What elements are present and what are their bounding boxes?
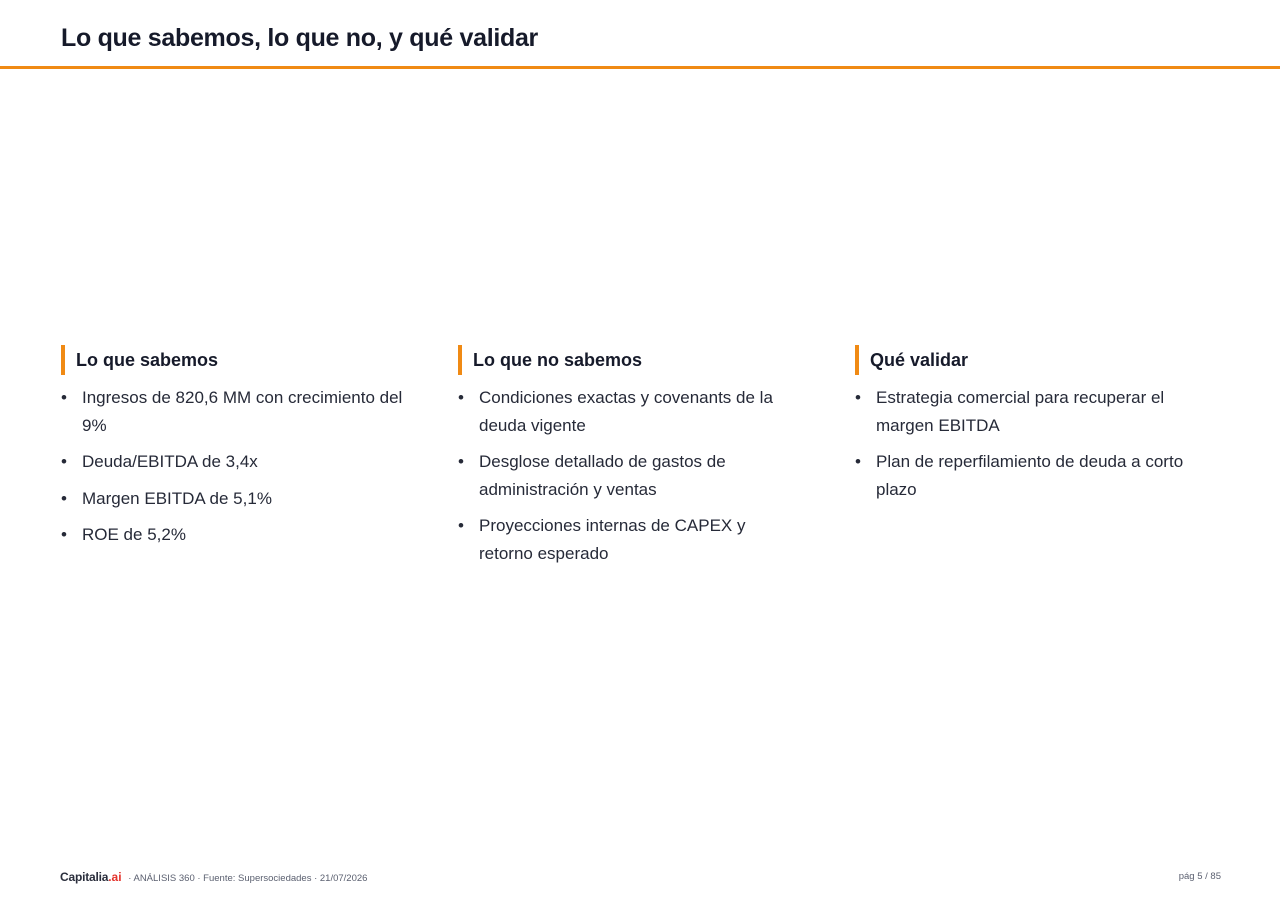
- column-heading: Lo que sabemos: [61, 345, 406, 375]
- list-item: • Plan de reperfilamiento de deuda a corto plazo: [855, 448, 1200, 503]
- list-item: • Deuda/EBITDA de 3,4x: [61, 448, 406, 476]
- bullet-list: [61, 384, 406, 549]
- column-validate: [855, 345, 1200, 512]
- list-item: • ROE de 5,2%: [61, 521, 406, 549]
- list-item: • Proyecciones internas de CAPEX y retorno esperado: [458, 512, 803, 567]
- footer-meta: · ANÁLISIS 360 · Fuente: Supersociedades · 21/07/2026: [128, 873, 368, 884]
- page-title: Lo que sabemos, lo que no, y qué validar: [61, 24, 538, 52]
- content-columns: [61, 345, 1221, 605]
- footer-left: [60, 866, 367, 890]
- page-header: [0, 0, 1280, 69]
- list-item: • Estrategia comercial para recuperar el margen EBITDA: [855, 384, 1200, 439]
- list-item: • Margen EBITDA de 5,1%: [61, 485, 406, 513]
- column-heading: Qué validar: [855, 345, 1200, 375]
- brand-logo: [60, 870, 122, 884]
- list-item: • Condiciones exactas y covenants de la deuda vigente: [458, 384, 803, 439]
- page-number: pág 5 / 85: [1178, 871, 1221, 882]
- column-heading: Lo que no sabemos: [458, 345, 803, 375]
- bullet-list: [458, 384, 803, 567]
- list-item: • Desglose detallado de gastos de administración y ventas: [458, 448, 803, 503]
- list-item: • Ingresos de 820,6 MM con crecimiento del 9%: [61, 384, 406, 439]
- brand-name: Capitalia: [60, 870, 109, 884]
- bullet-list: [855, 384, 1200, 503]
- column-known: [61, 345, 406, 558]
- page-footer: [60, 866, 1221, 888]
- column-unknown: [458, 345, 803, 576]
- brand-suffix: .ai: [108, 870, 122, 884]
